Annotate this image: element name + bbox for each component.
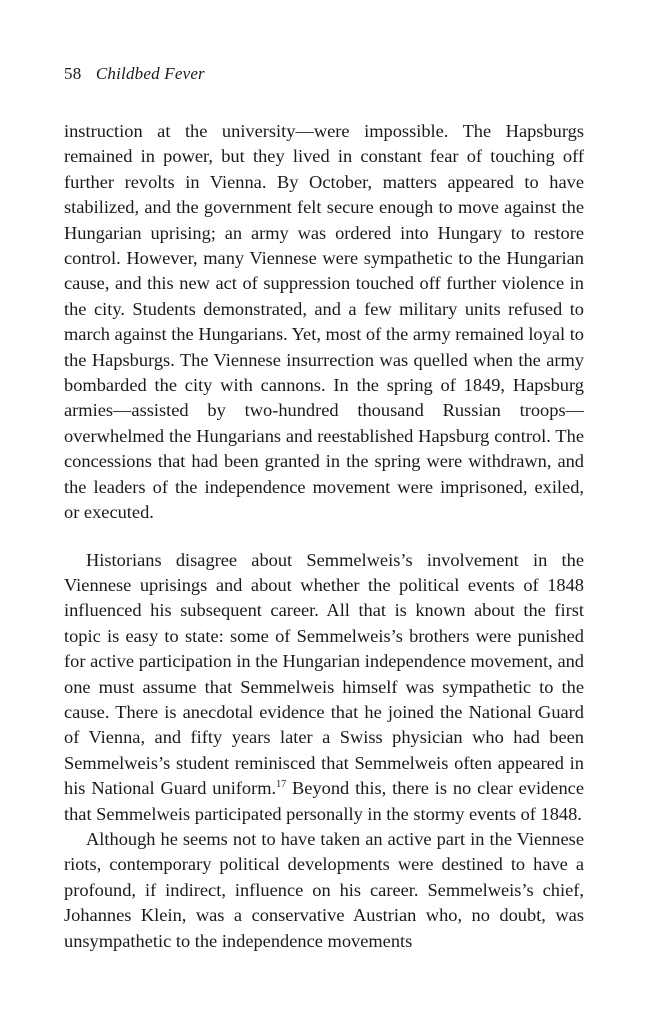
- page-number: 58: [64, 64, 82, 83]
- paragraph-riots: Although he seems not to have taken an active part in the Viennese riots, contemporary political developments were destined to have a profound, if indirect, influence on his career. Semmelweis’s chief, Johannes Klein, was a conservative Austrian who, no doubt, was unsympathetic to the independence movements: [64, 828, 584, 951]
- book-title: Childbed Fever: [95, 64, 205, 83]
- paragraph-historians: [64, 548, 584, 827]
- paragraph-continued: instruction at the university—were impossible. The Hapsburgs remained in power, but they lived in constant fear of touching off further revolts in Vienna. By October, matters appeared to have stabilized, and the government felt secure enough to move against the Hungarian uprising; an army was ordered into Hungary to restore control. However, many Viennese were sympathetic to the Hungarian cause, and this new act of suppression touched off further violence in the city. Students demonstrated, and a few military units refused to march against the Hungarians. Yet, most of the army remained loyal to the Hapsburgs. The Viennese insurrection was quelled when the army bombarded the city with cannons. In the spring of 1849, Hapsburg armies—assisted by two-hundred thousand Russian troops—overwhelmed the Hungarians and reestablished Hapsburg control. The concessions that had been granted in the spring were withdrawn, and the leaders of the independence movement were imprisoned, exiled, or executed.: [64, 121, 584, 523]
- paragraph-text: Historians disagree about Semmelweis’s involvement in the Viennese uprisings and about whether the political events of 1848 influenced his subsequent career. All that is known about the first topic is easy to state: some of Semmelweis’s brothers were punished for active participation in the Hungarian independence movement, and one must assume that Semmelweis himself was sympathetic to the cause. There is anecdotal evidence that he joined the National Guard of Vienna, and fifty years later a Swiss physician who had been Semmelweis’s student reminisced that Semmelweis often appeared in his National Guard uniform.: [64, 549, 584, 799]
- book-page: [64, 62, 584, 954]
- paragraph-text: Beyond this, there is no clear evidence that Semmelweis participated personally in the stormy events of 1848.: [64, 778, 584, 824]
- footnote-reference: 17: [276, 779, 287, 791]
- section-break: [64, 526, 584, 548]
- running-head: [64, 62, 584, 86]
